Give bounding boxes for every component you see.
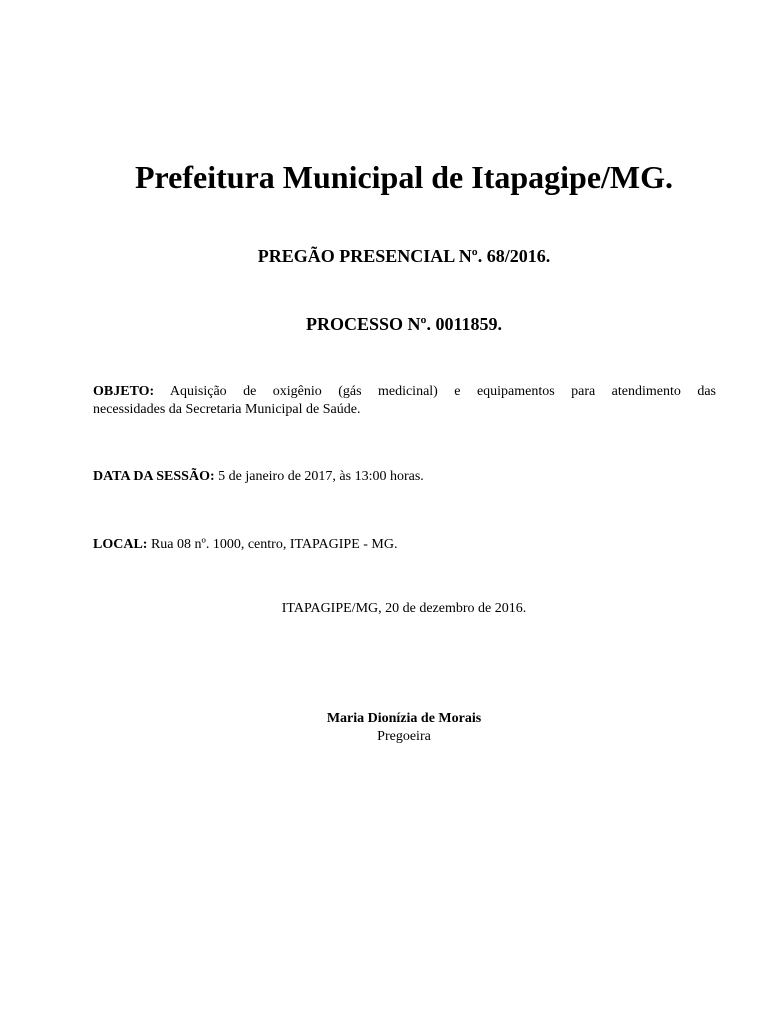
pregao-heading: PREGÃO PRESENCIAL Nº. 68/2016. <box>257 246 551 266</box>
objeto-text-line2: necessidades da Secretaria Municipal de Saúde. <box>93 402 361 417</box>
signature-name: Maria Dionízia de Morais <box>326 711 482 726</box>
data-sessao-label: DATA DA SESSÃO: <box>93 469 215 484</box>
page-title: Prefeitura Municipal de Itapagipe/MG. <box>134 159 674 195</box>
local-text: Rua 08 nº. 1000, centro, ITAPAGIPE - MG. <box>150 537 398 552</box>
objeto-paragraph <box>93 383 716 419</box>
local-label: LOCAL: <box>93 537 148 552</box>
data-sessao-text: 5 de janeiro de 2017, às 13:00 horas. <box>218 469 424 484</box>
objeto-text-line1: Aquisição de oxigênio (gás medicinal) e equipamentos para atendimento das <box>169 384 716 399</box>
processo-heading: PROCESSO Nº. 0011859. <box>306 314 502 334</box>
date-line: ITAPAGIPE/MG, 20 de dezembro de 2016. <box>281 601 527 616</box>
signature-block <box>0 710 770 746</box>
objeto-label: OBJETO: <box>93 384 155 399</box>
data-sessao-paragraph <box>93 468 716 486</box>
objeto-first-line <box>93 383 716 401</box>
local-paragraph <box>93 536 716 554</box>
signature-role: Pregoeira <box>377 729 431 744</box>
